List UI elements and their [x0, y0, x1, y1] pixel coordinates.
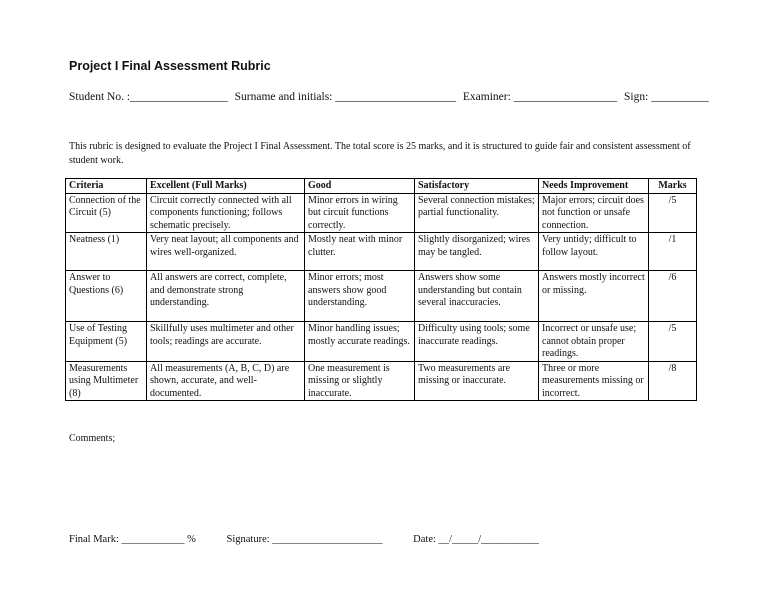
criteria-cell: Measurements using Multimeter (8): [66, 361, 147, 401]
needs-improvement-cell: Three or more measurements missing or incorrect.: [539, 361, 649, 401]
student-info-line: [69, 91, 713, 103]
good-cell: Mostly neat with minor clutter.: [305, 233, 415, 271]
excellent-cell: Very neat layout; all components and wires well-organized.: [147, 233, 305, 271]
satisfactory-cell: Answers show some understanding but contain several inaccuracies.: [415, 271, 539, 322]
sign-field: Sign: __________: [624, 91, 709, 103]
marks-cell: /1: [649, 233, 697, 271]
header-marks: Marks: [649, 179, 697, 194]
signature-field: Signature: _____________________: [226, 534, 383, 545]
criteria-cell: Neatness (1): [66, 233, 147, 271]
good-cell: Minor handling issues; mostly accurate readings.: [305, 322, 415, 362]
marks-cell: /5: [649, 193, 697, 233]
marks-cell: /5: [649, 322, 697, 362]
header-criteria: Criteria: [66, 179, 147, 194]
student-no-field: Student No. :_________________: [69, 91, 228, 103]
examiner-field: Examiner: __________________: [462, 91, 618, 103]
header-needs-improvement: Needs Improvement: [539, 179, 649, 194]
criteria-cell: Use of Testing Equipment (5): [66, 322, 147, 362]
footer-line: [69, 534, 567, 545]
excellent-cell: Skillfully uses multimeter and other tools; readings are accurate.: [147, 322, 305, 362]
final-mark-field: Final Mark: ____________ %: [69, 534, 196, 545]
header-good: Good: [305, 179, 415, 194]
table-header-row: [66, 179, 697, 194]
satisfactory-cell: Difficulty using tools; some inaccurate readings.: [415, 322, 539, 362]
table-row: [66, 361, 697, 401]
excellent-cell: Circuit correctly connected with all components functioning; follows schematic precisely.: [147, 193, 305, 233]
header-satisfactory: Satisfactory: [415, 179, 539, 194]
surname-field: Surname and initials: _____________________: [234, 91, 456, 103]
comments-label: Comments;: [69, 433, 116, 444]
table-row: [66, 271, 697, 322]
satisfactory-cell: Two measurements are missing or inaccurate.: [415, 361, 539, 401]
excellent-cell: All answers are correct, complete, and demonstrate strong understanding.: [147, 271, 305, 322]
needs-improvement-cell: Very untidy; difficult to follow layout.: [539, 233, 649, 271]
criteria-cell: Connection of the Circuit (5): [66, 193, 147, 233]
good-cell: Minor errors in wiring but circuit functions correctly.: [305, 193, 415, 233]
needs-improvement-cell: Incorrect or unsafe use; cannot obtain proper readings.: [539, 322, 649, 362]
satisfactory-cell: Slightly disorganized; wires may be tangled.: [415, 233, 539, 271]
criteria-cell: Answer to Questions (6): [66, 271, 147, 322]
satisfactory-cell: Several connection mistakes; partial functionality.: [415, 193, 539, 233]
good-cell: Minor errors; most answers show good understanding.: [305, 271, 415, 322]
table-row: [66, 193, 697, 233]
table-row: [66, 322, 697, 362]
excellent-cell: All measurements (A, B, C, D) are shown, accurate, and well-documented.: [147, 361, 305, 401]
table-row: [66, 233, 697, 271]
needs-improvement-cell: Major errors; circuit does not function or unsafe connection.: [539, 193, 649, 233]
page-title: Project I Final Assessment Rubric: [69, 59, 271, 73]
date-field: Date: __/_____/___________: [413, 534, 539, 545]
marks-cell: /6: [649, 271, 697, 322]
header-excellent: Excellent (Full Marks): [147, 179, 305, 194]
marks-cell: /8: [649, 361, 697, 401]
rubric-table: [65, 178, 697, 401]
intro-paragraph: This rubric is designed to evaluate the Project I Final Assessment. The total score is 25 marks, and it is structured to guide fair and consistent assessment of student work.: [69, 141, 691, 166]
good-cell: One measurement is missing or slightly inaccurate.: [305, 361, 415, 401]
needs-improvement-cell: Answers mostly incorrect or missing.: [539, 271, 649, 322]
